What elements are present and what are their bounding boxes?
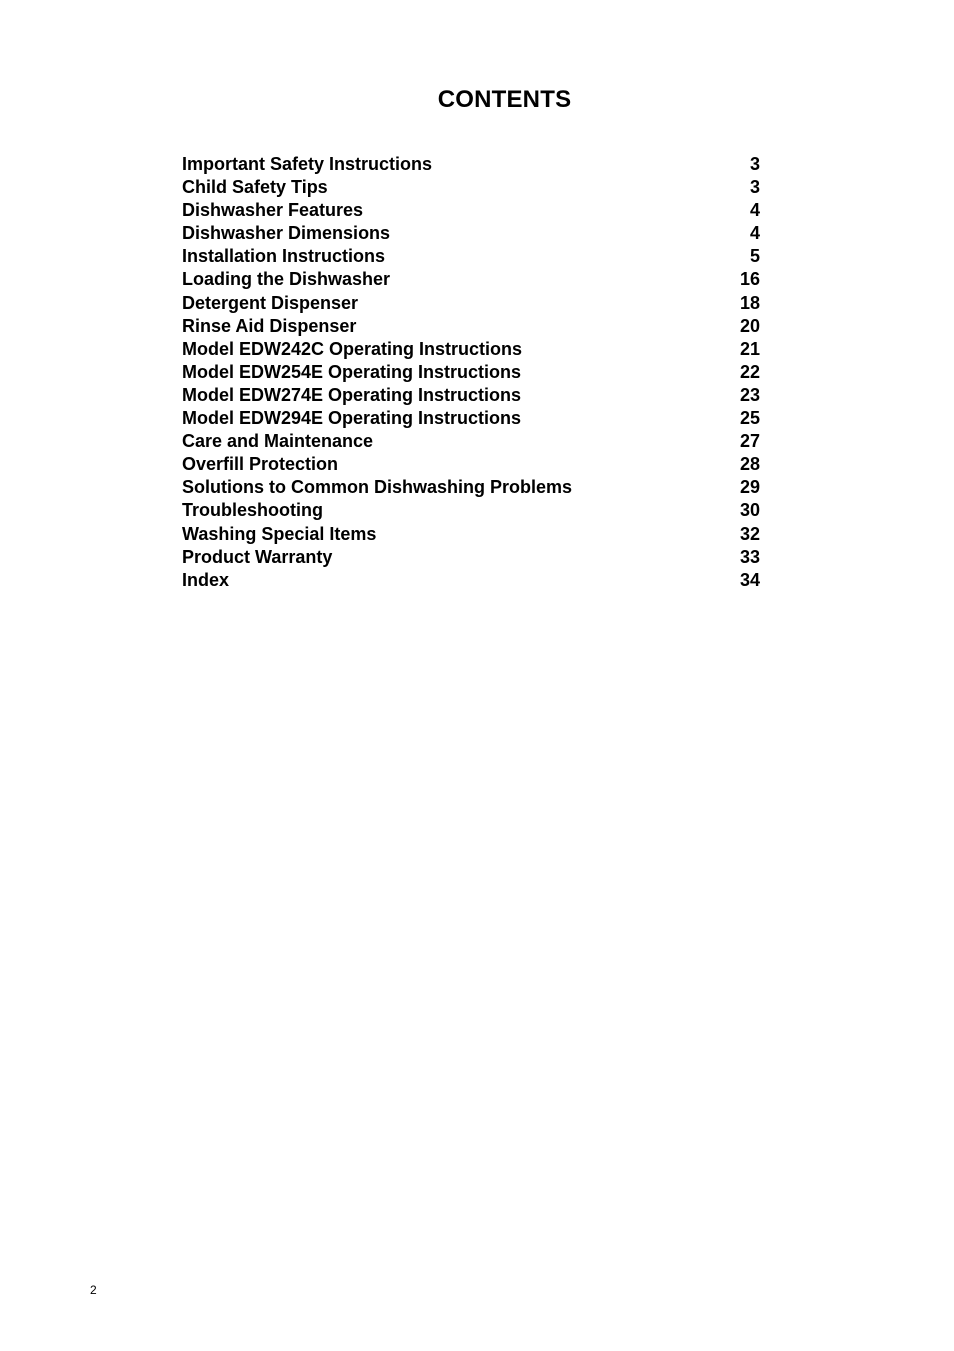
page-title: CONTENTS	[437, 86, 572, 113]
toc-entry-title: Dishwasher Features	[182, 200, 364, 221]
toc-entry-page: 34	[739, 569, 760, 590]
toc-entry-title: Important Safety Instructions	[182, 154, 433, 174]
toc-entry-page: 20	[739, 315, 760, 336]
toc-entry[interactable]	[182, 199, 760, 222]
toc-entry-title: Index	[182, 569, 230, 590]
toc-entry[interactable]	[182, 476, 760, 499]
toc-entry-page: 4	[749, 223, 760, 244]
page-number: 2	[90, 1283, 97, 1297]
toc-entry-page: 27	[739, 431, 760, 452]
toc-entry-page: 4	[749, 200, 760, 221]
toc-entry-page: 23	[739, 384, 760, 405]
toc-entry-page: 33	[739, 546, 760, 567]
table-of-contents	[182, 153, 760, 592]
toc-entry-page: 32	[739, 523, 760, 544]
toc-entry[interactable]	[182, 430, 760, 453]
toc-entry[interactable]	[182, 499, 760, 522]
toc-entry-title: Washing Special Items	[182, 523, 377, 544]
toc-entry-title: Model EDW274E Operating Instructions	[182, 384, 522, 405]
toc-entry-page: 21	[739, 338, 760, 359]
toc-entry-page: 29	[739, 477, 760, 498]
toc-entry-title: Installation Instructions	[182, 246, 386, 267]
toc-entry[interactable]	[182, 222, 760, 245]
toc-entry-page: 30	[739, 500, 760, 521]
toc-entry-page: 5	[749, 246, 760, 267]
toc-entry-title: Solutions to Common Dishwashing Problems	[182, 477, 573, 498]
toc-entry[interactable]	[182, 523, 760, 546]
toc-entry[interactable]	[182, 546, 760, 569]
toc-entry-page: 25	[739, 408, 760, 429]
toc-entry[interactable]	[182, 361, 760, 384]
toc-entry-title: Dishwasher Dimensions	[182, 223, 391, 244]
toc-entry[interactable]	[182, 384, 760, 407]
toc-entry[interactable]	[182, 268, 760, 291]
toc-entry[interactable]	[182, 407, 760, 430]
toc-entry-title: Overfill Protection	[182, 454, 339, 475]
toc-entry-title: Rinse Aid Dispenser	[182, 315, 357, 336]
toc-entry[interactable]	[182, 245, 760, 268]
toc-entry-title: Detergent Dispenser	[182, 292, 359, 313]
toc-entry-page: 28	[739, 454, 760, 475]
toc-entry[interactable]	[182, 315, 760, 338]
toc-entry-title: Troubleshooting	[182, 500, 323, 521]
toc-entry-title: Child Safety Tips	[182, 177, 328, 198]
toc-entry-title: Model EDW254E Operating Instructions	[182, 361, 522, 382]
toc-entry-page: 3	[749, 177, 760, 198]
toc-entry[interactable]	[182, 569, 760, 592]
toc-entry[interactable]	[182, 292, 760, 315]
toc-entry-page: 18	[739, 292, 760, 313]
toc-entry-page: 22	[739, 361, 760, 382]
toc-entry-title: Care and Maintenance	[182, 431, 374, 452]
toc-entry-title: Product Warranty	[182, 546, 333, 567]
toc-entry-title: Model EDW294E Operating Instructions	[182, 408, 522, 429]
toc-entry[interactable]	[182, 453, 760, 476]
toc-entry[interactable]	[182, 153, 760, 176]
toc-entry-title: Loading the Dishwasher	[182, 269, 391, 290]
toc-entry[interactable]	[182, 176, 760, 199]
toc-entry-page: 3	[749, 154, 760, 174]
toc-entry-title: Model EDW242C Operating Instructions	[182, 338, 523, 359]
toc-entry-page: 16	[739, 269, 760, 290]
toc-entry[interactable]	[182, 338, 760, 361]
